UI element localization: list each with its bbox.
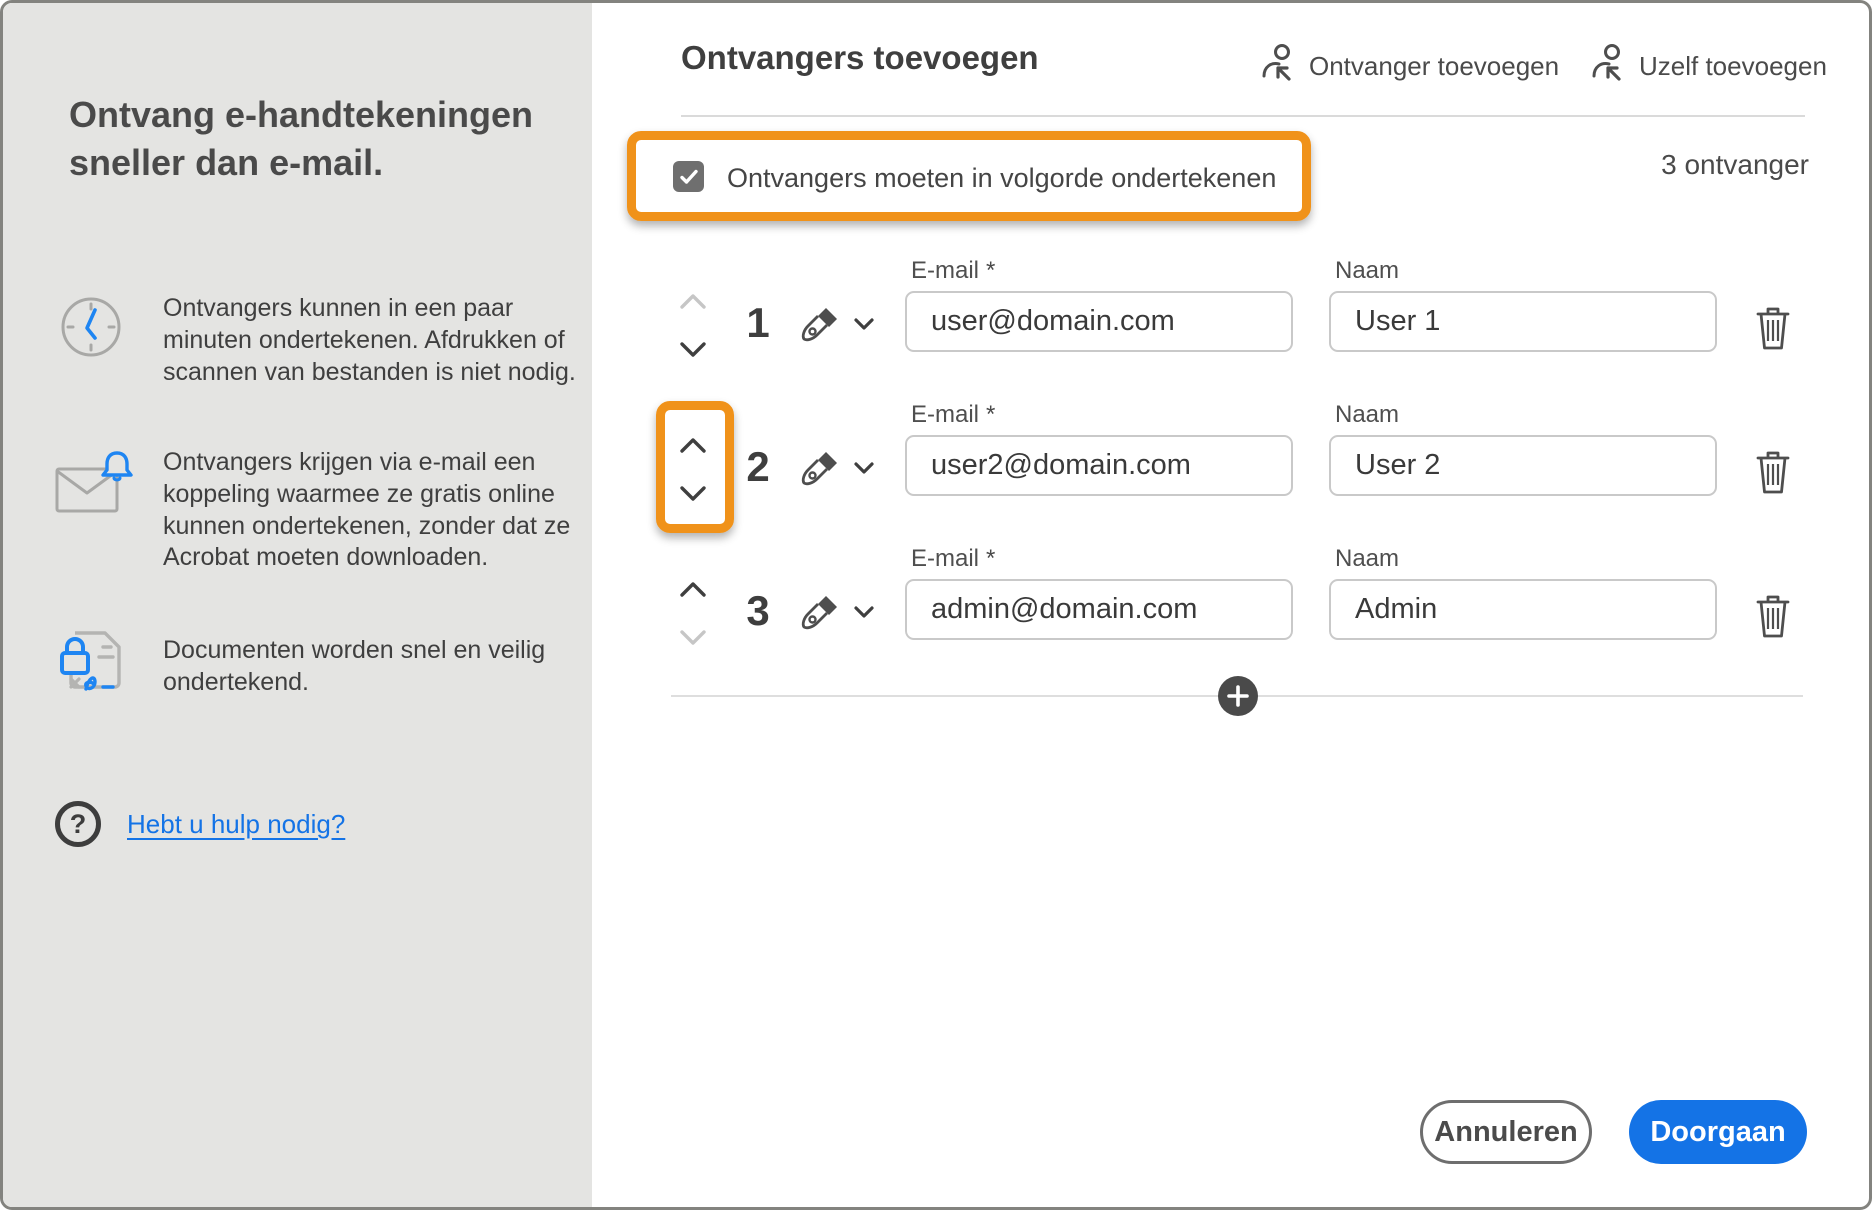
sidebar-heading: Ontvang e-handtekeningen sneller dan e-mail.: [69, 94, 534, 183]
recipient-order-number: 3: [746, 587, 770, 634]
chevron-down-icon: [853, 461, 875, 475]
name-input[interactable]: [1329, 291, 1717, 352]
add-self-label: Uzelf toevoegen: [1639, 51, 1827, 81]
move-down-button[interactable]: [679, 483, 711, 503]
add-recipient-plus-button[interactable]: [1218, 676, 1258, 716]
continue-button[interactable]: Doorgaan: [1629, 1100, 1807, 1164]
name-field-label: Naam: [1335, 545, 1400, 572]
email-input[interactable]: [905, 291, 1293, 352]
add-recipient-button[interactable]: [1259, 43, 1559, 90]
email-input[interactable]: [905, 579, 1293, 640]
name-field-label: Naam: [1335, 401, 1400, 428]
email-input[interactable]: [905, 435, 1293, 496]
sign-in-order-label[interactable]: Ontvangers moeten in volgorde ondertekenen: [727, 163, 1277, 193]
recipient-row: [3, 539, 1872, 669]
chevron-down-icon: [853, 317, 875, 331]
signer-pen-icon: [799, 303, 843, 345]
move-down-button[interactable]: [679, 339, 711, 359]
need-help-link[interactable]: Hebt u hulp nodig?: [127, 808, 346, 839]
required-asterisk: *: [986, 401, 996, 428]
signer-pen-icon: [799, 447, 843, 489]
add-recipient-label: Ontvanger toevoegen: [1309, 51, 1560, 81]
move-up-button[interactable]: [679, 291, 711, 311]
move-up-button[interactable]: [679, 435, 711, 455]
delete-recipient-button[interactable]: [1753, 593, 1793, 641]
delete-recipient-button[interactable]: [1753, 305, 1793, 353]
required-asterisk: *: [986, 545, 996, 572]
recipient-order-number: 2: [746, 443, 770, 490]
email-field-label: E-mail *: [911, 545, 996, 572]
move-down-button[interactable]: [679, 627, 711, 647]
recipient-role-dropdown[interactable]: [799, 591, 875, 633]
email-field-label: E-mail *: [911, 257, 996, 284]
email-field-label: E-mail *: [911, 401, 996, 428]
plus-icon: [1227, 685, 1249, 707]
required-asterisk: *: [986, 257, 996, 284]
sign-in-order-checkbox[interactable]: [673, 161, 704, 192]
help-question-icon: ?: [55, 801, 101, 847]
header-divider: [681, 115, 1805, 117]
recipient-order-number: 1: [746, 299, 770, 346]
benefit-text-secure: Documenten worden snel en veilig ondertekend.: [163, 636, 546, 696]
benefit-text-sign-fast: Ontvangers kunnen in een paar minuten ondertekenen. Afdrukken of scannen van bestanden is niet nodig.: [163, 294, 576, 386]
signer-pen-icon: [799, 591, 843, 633]
checkmark-icon: [679, 168, 699, 186]
add-self-button[interactable]: [1589, 43, 1827, 90]
recipient-role-dropdown[interactable]: [799, 303, 875, 345]
name-input[interactable]: [1329, 579, 1717, 640]
trash-icon: [1754, 593, 1792, 639]
name-field-label: Naam: [1335, 257, 1400, 284]
add-person-icon: [1259, 43, 1297, 90]
recipient-row: [3, 251, 1872, 381]
trash-icon: [1754, 449, 1792, 495]
cancel-button[interactable]: Annuleren: [1420, 1100, 1592, 1164]
name-input[interactable]: [1329, 435, 1717, 496]
page-title: Ontvangers toevoegen: [681, 39, 1039, 76]
trash-icon: [1754, 305, 1792, 351]
chevron-down-icon: [853, 605, 875, 619]
move-up-button[interactable]: [679, 579, 711, 599]
recipient-role-dropdown[interactable]: [799, 447, 875, 489]
recipient-count: 3 ontvanger: [1661, 149, 1809, 180]
add-person-icon: [1589, 43, 1627, 90]
benefit-text-email-link: Ontvangers krijgen via e-mail een koppeling waarmee ze gratis online kunnen ondertekenen, zonder dat ze Acrobat moeten downloaden.: [163, 448, 571, 572]
delete-recipient-button[interactable]: [1753, 449, 1793, 497]
recipient-row: [3, 395, 1872, 525]
